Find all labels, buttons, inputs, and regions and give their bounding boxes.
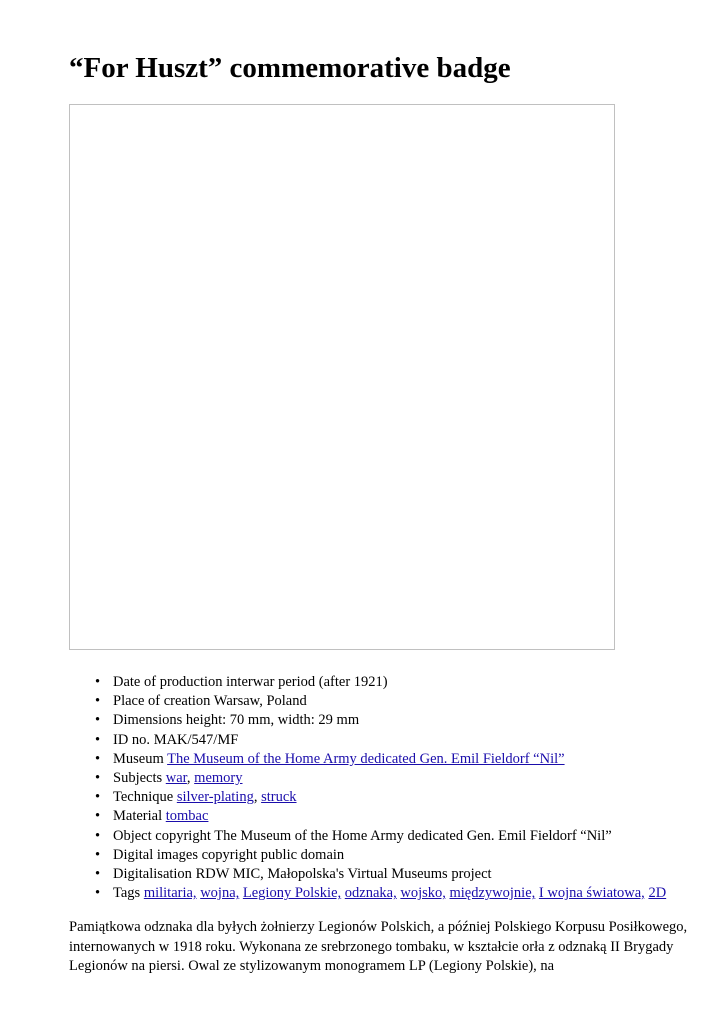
detail-subjects: • Subjects war, memory [95, 769, 666, 788]
detail-date-value: interwar period (after 1921) [226, 674, 388, 690]
detail-object-copyright [95, 827, 666, 846]
detail-id [95, 731, 666, 750]
technique-link-silver-plating[interactable]: silver-plating [176, 789, 254, 806]
detail-object-copyright-label: Object copyright [113, 827, 211, 844]
tag-link[interactable]: militaria, [143, 885, 197, 902]
material-link[interactable]: tombac [165, 808, 209, 825]
detail-dimensions-label: Dimensions [113, 712, 183, 729]
detail-museum-label: Museum [113, 750, 164, 767]
detail-images-copyright-label: Digital images copyright [113, 846, 258, 863]
detail-place [95, 692, 666, 711]
tag-link[interactable]: międzywojnie, [449, 885, 536, 902]
detail-digitalisation-value: RDW MIC, Małopolska's Virtual Museums project [195, 866, 492, 883]
details-list [95, 673, 666, 903]
object-image-placeholder [69, 104, 615, 650]
subject-link-war[interactable]: war [165, 770, 187, 787]
museum-link[interactable]: The Museum of the Home Army dedicated Gen. Emil Fieldorf “Nil” [167, 750, 565, 767]
detail-images-copyright-value: public domain [260, 846, 345, 863]
detail-digitalisation [95, 865, 666, 884]
tag-link[interactable]: Legiony Polskie, [242, 885, 342, 902]
detail-technique-label: Technique [113, 789, 174, 806]
detail-place-value: Warsaw, Poland [213, 693, 307, 710]
tag-link[interactable]: 2D [648, 885, 667, 902]
detail-tags-label: Tags [113, 885, 141, 902]
detail-tags [95, 884, 666, 903]
detail-place-label: Place of creation [113, 693, 211, 710]
detail-id-value: MAK/547/MF [153, 731, 239, 748]
tag-link[interactable]: odznaka, [344, 885, 397, 902]
tag-link[interactable]: wojsko, [400, 885, 446, 902]
detail-material [95, 807, 666, 826]
detail-images-copyright [95, 846, 666, 865]
description-text: Pamiątkowa odznaka dla byłych żołnierzy Legionów Polskich, a później Polskiego Korpusu Posiłkowego, internowanych w 1918 roku. Wykonana ze srebrzonego tombaku, w kształcie orła z odznaką II Brygady Legionów na piersi. Owal ze stylizowanym monogramem LP (Legiony Polskie), na [69, 919, 688, 974]
detail-dimensions [95, 711, 666, 730]
detail-museum [95, 750, 666, 769]
tag-link[interactable]: wojna, [200, 885, 240, 902]
detail-date [95, 673, 666, 692]
detail-object-copyright-value: The Museum of the Home Army dedicated Gen. Emil Fieldorf “Nil” [214, 827, 612, 844]
technique-link-struck[interactable]: struck [261, 789, 297, 806]
detail-dimensions-value: height: 70 mm, width: 29 mm [185, 712, 360, 729]
detail-material-label: Material [113, 808, 163, 825]
detail-subjects-label: Subjects [113, 770, 163, 787]
detail-technique: • Technique silver-plating, struck [95, 788, 666, 807]
detail-id-label: ID no. [113, 731, 151, 748]
detail-date-label: Date of production [113, 674, 223, 690]
tag-link[interactable]: I wojna światowa, [538, 885, 645, 902]
subject-link-memory[interactable]: memory [194, 770, 243, 787]
detail-digitalisation-label: Digitalisation [113, 866, 192, 883]
page-title: “For Huszt” commemorative badge [69, 52, 511, 84]
